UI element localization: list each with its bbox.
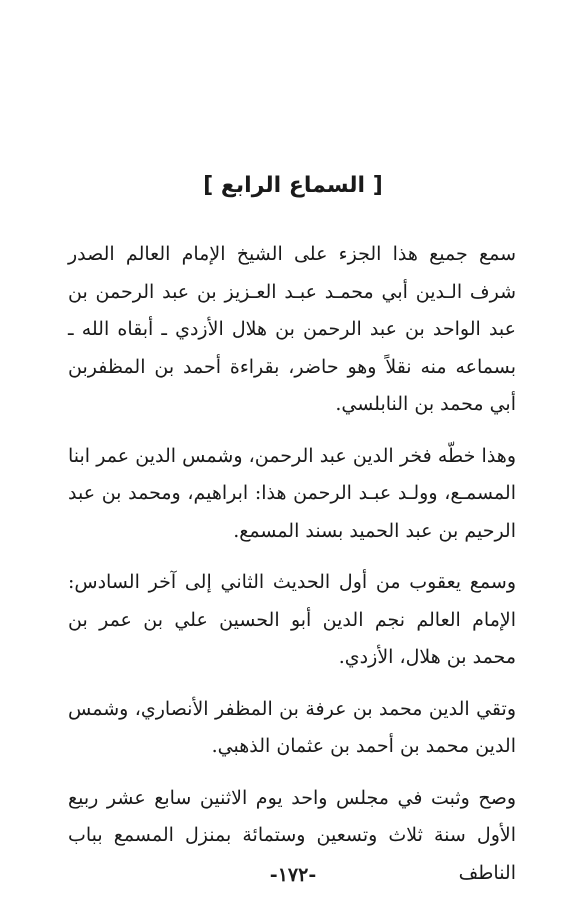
- section-heading: [ السماع الرابع ]: [203, 173, 383, 198]
- body-text: [68, 236, 516, 906]
- paragraph-3: وسمع يعقوب من أول الحديث الثاني إلى آخر السادس: الإمام العالم نجم الدين أبو الحسين علي بن عمر بن محمد بن هلال، الأزدي.: [68, 571, 516, 668]
- paragraph-2: وهذا خطّه فخر الدين عبد الرحمن، وشمس الدين عمر ابنا المسمـع، وولـد عبـد الرحمن هذا: ابراهيم، ومحمد بن عبد الرحيم بن عبد الحميد بسند المسمع.: [68, 444, 516, 542]
- paragraph-1: سمع جميع هذا الجزء على الشيخ الإمام العالم الصدر شرف الـدين أبي محمـد عبـد العـزيز بن عبد الرحمن بن عبد الواحد بن عبد الرحمن بن هلال الأزدي ـ أبقاه الله ـ بسماعه منه نقلاً وهو حاضر، بقراءة أحمد بن المظفربن أبي محمد بن النابلسي.: [68, 243, 516, 415]
- page-number: -١٧٢-: [269, 864, 317, 886]
- paragraph-5: وصح وثبت في مجلس واحد يوم الاثنين سابع عشر ربيع الأول سنة ثلاث وتسعين وستمائة بمنزل المسمع بباب الناطف: [68, 786, 516, 884]
- paragraph-4: وتقي الدين محمد بن عرفة بن المظفر الأنصاري، وشمس الدين محمد بن أحمد بن عثمان الذهبي.: [68, 697, 516, 757]
